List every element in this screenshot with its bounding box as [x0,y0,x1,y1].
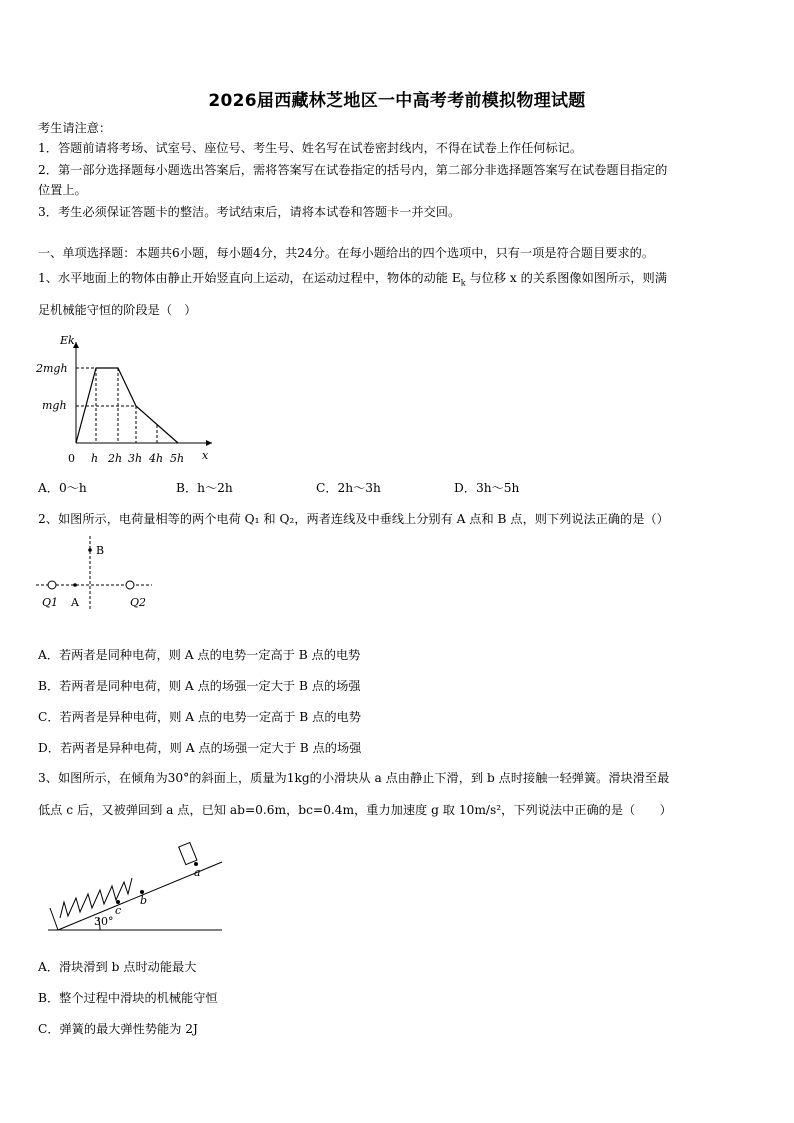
section-heading: 一、单项选择题：本题共6小题，每小题4分，共24分。在每小题给出的四个选项中，只有一项是符合题目要求的。 [38,246,655,260]
q3-stem-line1: 3、如图所示，在倾角为30°的斜面上，质量为1kg的小滑块从 a 点由静止下滑，到 b 点时接触一轻弹簧。滑块滑至最 [38,771,670,785]
q1-option-c: C．2h～3h [316,481,381,495]
x-tick-0: 0 [68,452,75,465]
q2-option-b: B．若两者是同种电荷，则 A 点的场强一定大于 B 点的场强 [38,679,361,693]
point-b [88,548,92,552]
x-tick-3h: 3h [128,452,143,465]
notice-item-1: 1．答题前请将考场、试室号、座位号、考生号、姓名写在试卷密封线内，不得在试卷上作任何标记。 [38,141,583,155]
label-b: b [140,894,148,907]
q2-charge-diagram [30,530,170,615]
x-tick-5h: 5h [170,452,185,465]
y-axis-label: Ek [60,334,75,347]
x-tick-h: h [91,452,99,465]
label-a: A [71,596,79,609]
x-tick-2h: 2h [108,452,123,465]
label-q2: Q2 [130,596,147,609]
x-axis-label: x [202,449,209,462]
charge-q1 [48,581,56,589]
q3-stem-line2: 低点 c 后，又被弹回到 a 点，已知 ab=0.6m，bc=0.4m，重力加速度 g 取 10m/s²，下列说法中正确的是（ ） [38,803,672,817]
label-a: a [194,866,201,879]
q3-option-b: B．整个过程中滑块的机械能守恒 [38,991,218,1005]
q1-stem-line1: 1、水平地面上的物体由静止开始竖直向上运动，在运动过程中，物体的动能 $E_k$ 与位移 x 的关系图像如图所示，则满 [38,271,667,288]
q1-option-a: A．0～h [38,481,87,495]
slider-block [179,842,197,864]
label-c: c [115,904,122,917]
notice-heading: 考生请注意： [38,121,112,135]
notice-item-2: 2．第一部分选择题每小题选出答案后，需将答案写在试卷指定的括号内，第二部分非选择题答案写在试卷题目指定的 [38,163,668,177]
y-tick-mgh: mgh [42,399,67,412]
q2-option-d: D．若两者是异种电荷，则 A 点的场强一定大于 B 点的场强 [38,741,362,755]
q3-option-a: A．滑块滑到 b 点时动能最大 [38,960,197,974]
point-a [73,583,77,587]
label-q1: Q1 [42,596,59,609]
q1-option-d: D．3h～5h [454,481,520,495]
notice-item-2-cont: 位置上。 [38,183,87,197]
q2-option-a: A．若两者是同种电荷，则 A 点的电势一定高于 B 点的电势 [38,648,361,662]
q1-stem-line2: 足机械能守恒的阶段是（ ） [38,303,197,317]
page-title: 2026届西藏林芝地区一中高考考前模拟物理试题 [208,91,586,111]
label-b: B [96,544,105,557]
y-tick-2mgh: 2mgh [36,362,68,375]
q2-option-c: C．若两者是异种电荷，则 A 点的电势一定高于 B 点的电势 [38,710,361,724]
q2-stem: 2、如图所示，电荷量相等的两个电荷 Q₁ 和 Q₂，两者连线及中垂线上分别有 A 点和 B 点，则下列说法正确的是（） [38,512,669,526]
q3-option-c: C．弹簧的最大弹性势能为 2J [38,1022,198,1036]
q1-ek-x-graph [30,328,230,468]
x-tick-4h: 4h [149,452,164,465]
spring [60,878,132,918]
q1-option-b: B．h～2h [176,481,233,495]
wall [50,908,58,930]
charge-q2 [126,581,134,589]
q3-incline-diagram [40,832,230,937]
notice-item-3: 3．考生必须保证答题卡的整洁。考试结束后，请将本试卷和答题卡一并交回。 [38,205,461,219]
angle-label: 30° [94,915,114,928]
